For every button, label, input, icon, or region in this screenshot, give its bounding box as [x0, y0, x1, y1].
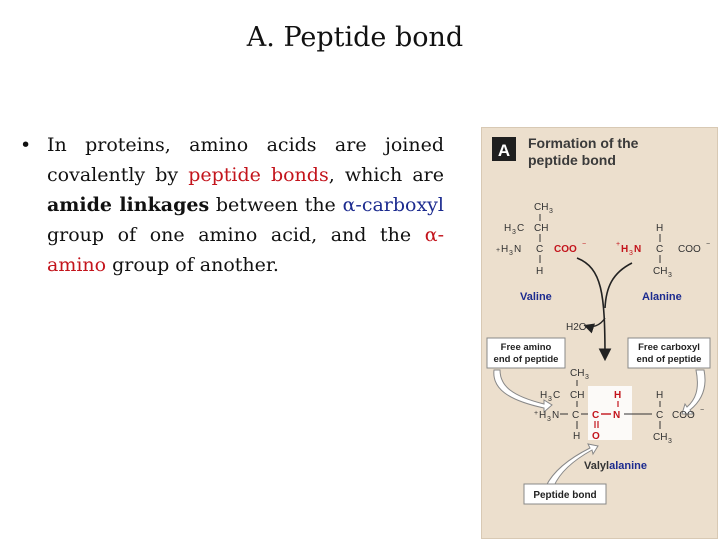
svg-text:COO: COO — [554, 244, 577, 255]
svg-text:H: H — [539, 410, 547, 421]
svg-text:H: H — [536, 266, 544, 277]
bullet-paragraph — [20, 130, 444, 280]
svg-text:+: + — [616, 241, 621, 248]
alanine-structure — [616, 223, 710, 279]
svg-text:3: 3 — [512, 229, 516, 236]
svg-text:CH: CH — [570, 368, 585, 379]
svg-text:H: H — [501, 244, 509, 255]
text-segment: , which are — [328, 164, 444, 186]
free-carboxyl-line1: Free carboxyl — [638, 342, 700, 353]
svg-text:C: C — [592, 410, 600, 421]
term-peptide-bonds: peptide bonds — [188, 164, 329, 186]
free-carboxyl-line2: end of peptide — [636, 354, 702, 365]
reaction-arrow — [577, 258, 605, 358]
figure-heading-line1: Formation of the — [528, 135, 639, 151]
alanine-label: Alanine — [642, 291, 682, 303]
reaction-diagram — [482, 128, 717, 538]
svg-text:H: H — [621, 244, 629, 255]
svg-text:N: N — [634, 244, 642, 255]
svg-text:−: − — [700, 407, 705, 414]
svg-text:N: N — [552, 410, 560, 421]
peptide-bond-callout-label: Peptide bond — [533, 490, 597, 501]
svg-text:COO: COO — [678, 244, 701, 255]
svg-text:C: C — [656, 244, 664, 255]
text-segment: group of one amino acid, and the — [47, 224, 425, 246]
water-label: H2O — [566, 322, 587, 333]
bullet-dot: • — [20, 134, 32, 156]
svg-text:3: 3 — [548, 396, 552, 403]
peptide-bond-figure — [481, 127, 718, 539]
text-segment: between the — [209, 194, 343, 216]
slide-title: A. Peptide bond — [246, 22, 464, 53]
valine-structure — [496, 202, 586, 277]
product-label-alanine: alanine — [609, 460, 647, 472]
figure-heading-line2: peptide bond — [528, 152, 616, 168]
svg-text:3: 3 — [585, 374, 589, 381]
svg-text:CH: CH — [534, 202, 549, 213]
svg-text:C: C — [656, 410, 664, 421]
panel-letter: A — [497, 141, 511, 160]
svg-text:3: 3 — [668, 438, 672, 445]
term-alpha-carboxyl: α-carboxyl — [342, 194, 444, 216]
svg-text:+: + — [496, 247, 501, 254]
svg-text:H: H — [656, 223, 664, 234]
svg-text:C: C — [517, 223, 525, 234]
term-amide-linkages: amide linkages — [47, 194, 210, 216]
svg-text:C: C — [553, 390, 561, 401]
svg-text:−: − — [582, 241, 587, 248]
svg-text:C: C — [536, 244, 544, 255]
svg-text:CH: CH — [534, 223, 549, 234]
svg-text:H: H — [504, 223, 512, 234]
svg-text:C: C — [572, 410, 580, 421]
svg-text:H: H — [614, 390, 622, 401]
reaction-arrow-branch — [605, 263, 632, 308]
term-alpha-amino: α-amino — [47, 224, 444, 276]
svg-text:H: H — [573, 431, 581, 442]
svg-text:3: 3 — [509, 250, 513, 257]
svg-text:+: + — [534, 410, 539, 417]
svg-text:COO: COO — [672, 410, 695, 421]
product-label — [584, 460, 647, 472]
svg-text:3: 3 — [629, 250, 633, 257]
product-label-valyl: Valyl — [584, 460, 610, 472]
svg-text:CH: CH — [570, 390, 585, 401]
free-amino-line2: end of peptide — [493, 354, 559, 365]
svg-text:CH: CH — [653, 266, 668, 277]
svg-text:−: − — [706, 241, 711, 248]
svg-text:3: 3 — [547, 416, 551, 423]
svg-text:N: N — [613, 410, 621, 421]
free-amino-line1: Free amino — [500, 342, 552, 353]
valine-label: Valine — [520, 291, 552, 303]
svg-text:3: 3 — [668, 272, 672, 279]
text-segment: group of another. — [106, 254, 279, 276]
svg-text:CH: CH — [653, 432, 668, 443]
bullet-text — [47, 130, 444, 280]
svg-text:O: O — [592, 431, 600, 442]
text-segment: In proteins, amino acids are joined covalently by — [47, 134, 444, 186]
svg-text:N: N — [514, 244, 522, 255]
svg-text:H: H — [540, 390, 548, 401]
water-arrow — [586, 318, 605, 327]
svg-text:H: H — [656, 390, 664, 401]
svg-text:3: 3 — [549, 208, 553, 215]
